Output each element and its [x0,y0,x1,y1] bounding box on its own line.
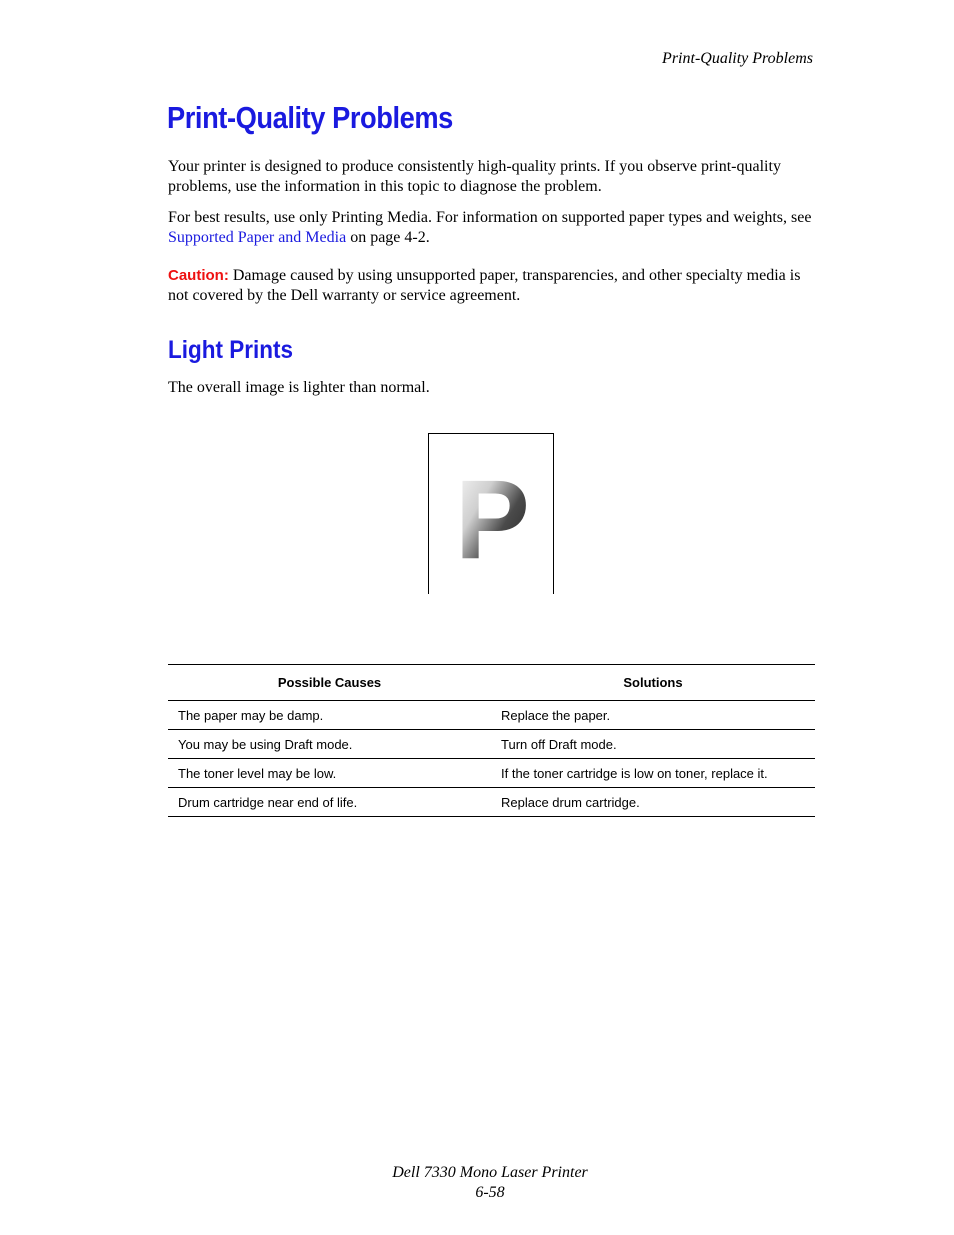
best-results-paragraph [168,208,818,248]
best-results-page-ref: on page 4-2. [346,229,430,246]
cause-cell: Drum cartridge near end of life. [168,788,491,817]
causes-solutions-table [168,664,815,817]
intro-paragraph: Your printer is designed to produce consistently high-quality prints. If you observe print-quality problems, use the information in this topic to diagnose the problem. [168,158,781,195]
cause-cell: The toner level may be low. [168,759,491,788]
sample-letter: P [455,457,530,582]
footer-page-number: 6-58 [475,1184,505,1201]
caution-text: Damage caused by using unsupported paper, transparencies, and other specialty media is not covered by the Dell warranty or service agreement. [168,267,801,304]
table-row [168,701,815,730]
table-row [168,788,815,817]
running-head: Print-Quality Problems [662,50,813,67]
solution-cell: Replace drum cartridge. [491,788,815,817]
caution-label: Caution: [168,267,229,284]
light-print-sample [428,433,554,594]
solution-cell: If the toner cartridge is low on toner, replace it. [491,759,815,788]
best-results-text: For best results, use only Printing Media. For information on supported paper types and weights, see [168,209,812,226]
caution-note [168,266,818,306]
solution-cell: Turn off Draft mode. [491,730,815,759]
header-possible-causes: Possible Causes [168,665,491,701]
cause-cell: The paper may be damp. [168,701,491,730]
page-footer [300,1163,680,1203]
footer-product: Dell 7330 Mono Laser Printer [392,1164,588,1181]
supported-paper-link[interactable]: Supported Paper and Media [168,229,347,246]
page-title: Print-Quality Problems [167,100,453,135]
table-row [168,759,815,788]
table-row [168,730,815,759]
cause-cell: You may be using Draft mode. [168,730,491,759]
section-title: Light Prints [168,336,294,364]
header-solutions: Solutions [491,665,815,701]
table-header-row [168,665,815,701]
section-description: The overall image is lighter than normal. [168,379,430,396]
solution-cell: Replace the paper. [491,701,815,730]
light-print-sample-graphic [429,434,553,594]
